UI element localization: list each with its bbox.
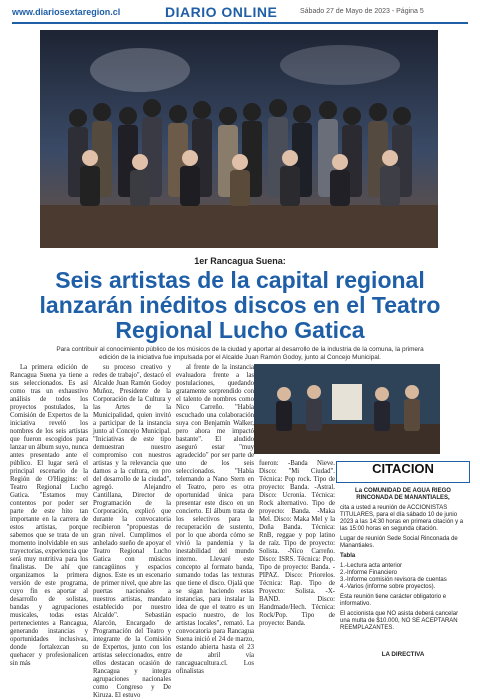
group-photo xyxy=(40,30,438,248)
group-photo-illustration xyxy=(40,30,438,248)
citation-org: La COMUNIDAD DE AGUA RIEGO RINCONADA DE MANANTIALES, xyxy=(355,488,451,501)
article-column-1 xyxy=(10,364,88,668)
header-rule xyxy=(12,22,468,24)
site-url[interactable]: www.diariosextaregion.cl xyxy=(12,7,121,17)
article-column-4 xyxy=(259,460,335,665)
article-column-2 xyxy=(93,364,171,700)
citation-title: CITACION xyxy=(372,461,434,476)
citation-item-2: 2.-Informe Financiero xyxy=(340,570,398,576)
article-headline: Seis artistas de la capital regional lanzarán inéditos discos en el Teatro Regional Lucho Gatica xyxy=(39,267,441,343)
article-lead: Para contribuir al conocimiento público de los músicos de la ciudad y aportar al desarrollo de la industria de la comuna, la primera edición de la iniciativa fue impulsada por el Alcalde Juan Ramón Godoy, junto al Concejo Municipal. xyxy=(56,346,424,361)
article-column-3 xyxy=(176,364,254,675)
brand-title: DIARIO ONLINE xyxy=(165,4,278,20)
citation-tabla-label: Tabla xyxy=(340,553,356,559)
citation-signature: LA DIRECTIVA xyxy=(381,651,425,658)
concert-photo xyxy=(254,364,440,454)
citation-p3: Esta reunión tiene carácter obligatorio e informativo. xyxy=(340,594,447,607)
citation-item-4: 4.-Varios (informe sobre proyectos). xyxy=(340,584,436,590)
concert-photo-illustration xyxy=(254,364,440,454)
date-page: Sábado 27 de Mayo de 2023 - Página 5 xyxy=(300,8,424,15)
column-3-text: al frente de la instancia evaluadora frente a las postulaciones, quedando gratamente sorprendido con el talento de nombres como Nico Carreño. "Había escuchado una colaboración suya con Benjamín Walker, pero ahora me impactó bastante". El aludido aseguró estar "muy agradecido" por ser parte de uno de los seis seleccionados. "Había telemando a Nano Stern en el Teatro, pero es otra oportunidad única para presentar este disco en un concierto. El álbum trata de los selectivos para la recuperación de sustento, por lo que aborda cómo se vivió la pandemia y la inestabilidad del mundo interno. Llevaré este concepto al formato banda, sumando todas las texturas que tiene el disco. Ojalá que se sigan haciendo estas instancias, para instalar la idea de que el teatro es un espacio nuestro, de los artistas locales", remató. La convocatoria para Rancagua Suena inició el 24 de marzo, estando abierta hasta el 23 de abril vía rancaguacultura.cl. Los ofinalistas xyxy=(176,364,254,675)
citation-p1: cita a usted a reunión de ACCIONISTAS TITULARES, para el día sábado 10 de junio 2023 a las 14:30 horas en primera citación y a las 15:00 horas en segunda citación. xyxy=(340,505,464,532)
citation-body xyxy=(340,505,466,635)
citation-p4: El accionista que NO asista deberá cancelar una multa de $10.000, NO SE ACEPTARAN REEMPLAZANTES. xyxy=(340,611,459,631)
citation-item-1: 1.-Lectura acta anterior xyxy=(340,563,403,569)
column-4-text: fueron: -Banda Nieve. Disco: "Mi Ciudad". Técnica: Pop rock. Tipo de proyecto: Banda. -Astral. Disco: Ucronía. Técnica: Rock alternativo. Tipo de proyecto: Banda. -Maka Mel. Disco: Maka Mel y la Doña Banda. Técnica: RnB, reggae y pop latino de raíz. Tipo de proyecto: Solista. -Nico Carreño. Disco: ISRS. Técnica: Pop. Tipo de proyecto: Banda. -PIPAZ. Disco: Priorelos. Técnica: Rap. Tipo de Proyecto: Solista. -X-BAND. Disco: Handmade/Hech. Técnica: Rock/Pop. Tipo de proyecto: Banda. xyxy=(259,460,335,627)
citation-notice xyxy=(336,455,470,665)
citation-p2: Lugar de reunión Sede Social Rinconada de Manantiales. xyxy=(340,536,458,549)
citation-item-3: 3.-Informe comisión revisora de cuentas xyxy=(340,577,447,583)
column-1-text: La primera edición de Rancagua Suena ya tiene a sus seleccionados. Es así como tras un exhaustivo análisis de todos los proyectos postulados, la Comisión de Expertos de la iniciativa reveló los nombres de los seis artistas que fueron escogidos para lanzar un álbum suyo, nunca antes presentado ante el público. El lugar será el principal escenario de la Región de O'Higgins: el Teatro Regional Lucho Gatica. "Estamos muy contentos por poder ser parte de este hito tan importante en la carrera de estos artistas, porque sabemos que se trata de un momento inolvidable en sus trayectorias, experiencia que será muy nutritiva para los finalistas. De ahí que organizamos la primera versión de este programa, cuyo fin es aportar al desarrollo de solistas, bandas y agrupaciones musicales, todas estas pertenecientes a Rancagua, generando instancias y oportunidades inclusivas, donde fortalezcan su quehacer y profesionalicen sin más xyxy=(10,364,88,667)
column-2-text: su proceso creativo y redes de trabajo", destacó el Alcalde Juan Ramón Godoy Muñoz, Presidente de la Corporación de la Cultura y las Artes de la Municipalidad, quien invitó a participar de la instancia junto al Concejo Municipal. "Iniciativas de este tipo demuestran nuestro compromiso con nuestros artistas y la relevancia que damos a la cultura, en pro del desarrollo de la ciudad", agregó. Alejandro Cantillana, Director de Programación de la Corporación, explicó que durante la convocatoria recibieron "propuestas de gran nivel. Cumplimos el anhelado sueño de apoyar el Teatro Regional Lucho Gatica con músicos rancagüinos y espacios dignos. Este es un escenario de primer nivel, que abre las puertas nacionales a nuestros artistas, mandato establecido por nuestro Alcalde". Sebastián Alarcón, Encargado de Programación del Teatro y integrante de la Comisión de Expertos, junto con los artistas seleccionados, entre ellos destacan ocasión de Rancagua y integra agrupaciones nacionales como Congreso y De Kiruza. El estuvo xyxy=(93,364,171,699)
article-kicker: 1er Rancagua Suena: xyxy=(194,256,286,266)
